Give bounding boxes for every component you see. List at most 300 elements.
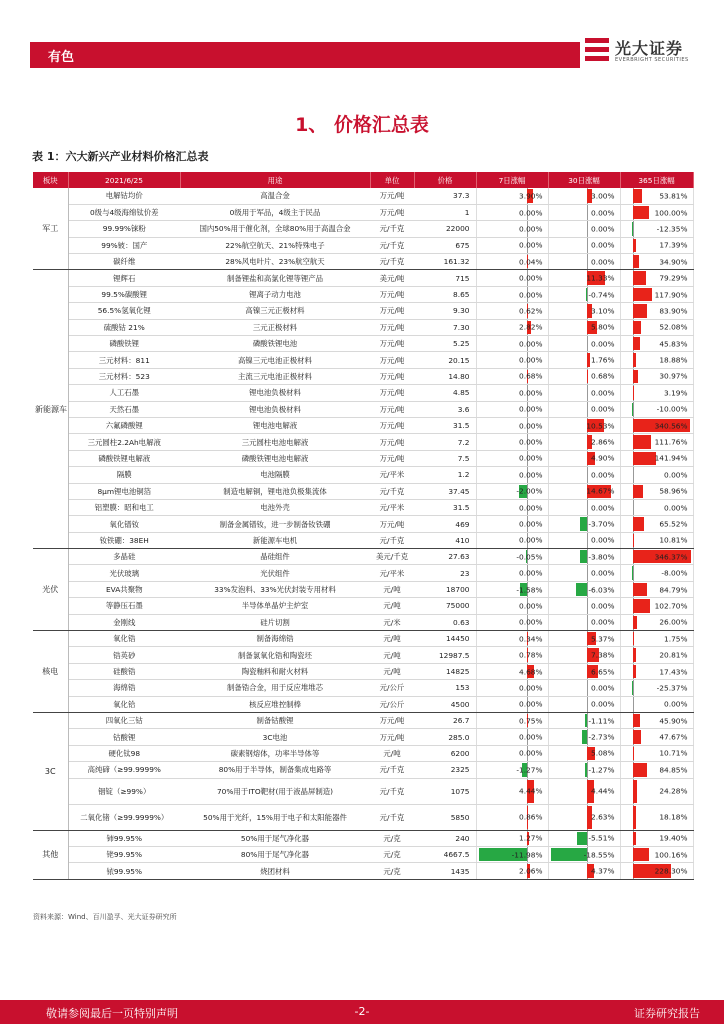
item-unit: 元/千克 [370, 483, 414, 499]
table-row [33, 319, 693, 335]
item-price: 31.5 [414, 417, 476, 433]
item-price: 37.45 [414, 483, 476, 499]
bar-chart-cell [479, 863, 546, 878]
table-row [33, 532, 693, 548]
table-row [33, 804, 693, 830]
change-cell [620, 614, 693, 630]
item-name: 人工石墨 [68, 385, 180, 401]
change-value: 0.34% [519, 634, 543, 644]
logo-mark-icon [585, 38, 609, 64]
change-value: 0.00% [591, 699, 615, 709]
change-cell [620, 846, 693, 862]
change-value: 100.16% [654, 850, 688, 860]
change-value: 0.00% [591, 568, 615, 578]
zero-axis [587, 336, 588, 351]
bar-chart-cell [479, 847, 546, 862]
bar-chart-cell [623, 320, 691, 335]
bar-chart-cell [479, 598, 546, 613]
change-value: 10.71% [659, 748, 688, 758]
change-cell [476, 237, 548, 253]
item-unit: 万元/吨 [370, 352, 414, 368]
table-row [33, 516, 693, 532]
change-cell [476, 581, 548, 597]
item-price: 26.7 [414, 713, 476, 729]
change-value: -5.51% [588, 833, 615, 843]
item-price: 3.6 [414, 401, 476, 417]
item-unit: 万元/吨 [370, 450, 414, 466]
bar-chart-cell [623, 565, 691, 580]
item-price: 161.32 [414, 254, 476, 270]
zero-axis [633, 221, 634, 236]
block-label: 光伏 [33, 549, 68, 631]
bar-chart-cell [551, 451, 618, 466]
bar-chart-cell [551, 582, 618, 597]
bar-chart-cell [479, 221, 546, 236]
change-cell [548, 270, 620, 286]
change-cell [548, 598, 620, 614]
item-name: 99%铍：国产 [68, 237, 180, 253]
change-value: 84.85% [659, 765, 688, 775]
positive-bar [633, 206, 650, 219]
bar-chart-cell [479, 254, 546, 269]
change-value: 0.00% [591, 339, 615, 349]
change-cell [620, 401, 693, 417]
change-cell [476, 204, 548, 220]
change-cell [548, 434, 620, 450]
bar-chart-cell [623, 500, 691, 515]
zero-axis [587, 221, 588, 236]
negative-bar [585, 714, 587, 727]
block-label: 新能源车 [33, 270, 68, 549]
item-use: 三元圆柱电池电解液 [180, 434, 370, 450]
col-header: 365日涨幅 [620, 172, 693, 188]
change-value: 10.81% [659, 535, 688, 545]
bar-chart-cell [623, 664, 691, 679]
zero-axis [633, 500, 634, 515]
item-use: 新能源车电机 [180, 532, 370, 548]
table-row [33, 286, 693, 302]
change-cell [476, 352, 548, 368]
positive-bar [633, 763, 647, 776]
item-unit: 美元/千克 [370, 549, 414, 565]
change-cell [620, 286, 693, 302]
item-unit: 元/米 [370, 614, 414, 630]
change-value: 0.00% [591, 535, 615, 545]
item-price: 4667.5 [414, 846, 476, 862]
item-use: 电池外壳 [180, 499, 370, 515]
change-value: 11.33% [586, 273, 615, 283]
item-name: 锂辉石 [68, 270, 180, 286]
change-cell [476, 254, 548, 270]
bar-chart-cell [551, 402, 618, 417]
item-price: 1435 [414, 863, 476, 879]
item-use: 锂电池负极材料 [180, 401, 370, 417]
item-price: 153 [414, 680, 476, 696]
item-use: 制备海绵锆 [180, 631, 370, 647]
item-unit: 美元/吨 [370, 270, 414, 286]
negative-bar [632, 566, 633, 579]
item-unit: 万元/吨 [370, 401, 414, 417]
item-use: 22%航空航天、21%特殊电子 [180, 237, 370, 253]
change-value: 7.38% [591, 650, 615, 660]
change-cell [476, 516, 548, 532]
item-price: 1075 [414, 778, 476, 804]
change-cell [548, 549, 620, 565]
bar-chart-cell [623, 631, 691, 646]
item-use: 碳素钢熔体，功率半导体等 [180, 745, 370, 761]
item-name: 铱99.95% [68, 863, 180, 879]
item-name: 硅酸锆 [68, 663, 180, 679]
positive-bar [633, 271, 646, 284]
change-cell [476, 598, 548, 614]
change-value: 34.90% [659, 257, 688, 267]
table-row [33, 221, 693, 237]
change-value: 0.00% [519, 748, 543, 758]
negative-bar [632, 681, 633, 694]
table-row [33, 680, 693, 696]
bar-chart-cell [479, 533, 546, 548]
item-use: 高镍三元正极材料 [180, 303, 370, 319]
change-cell [548, 581, 620, 597]
change-cell [620, 863, 693, 879]
item-price: 7.30 [414, 319, 476, 335]
change-value: -3.80% [588, 552, 615, 562]
table-row [33, 863, 693, 879]
item-unit: 元/千克 [370, 804, 414, 830]
item-use: 锂电池负极材料 [180, 385, 370, 401]
item-price: 5850 [414, 804, 476, 830]
item-price: 20.15 [414, 352, 476, 368]
item-use: 50%用于光纤，15%用于电子和太阳能器件 [180, 804, 370, 830]
section-label: 有色 [48, 50, 75, 65]
positive-bar [633, 239, 636, 252]
bar-chart-cell [623, 598, 691, 613]
item-name: 99.5%碳酸锂 [68, 286, 180, 302]
change-value: 18.18% [659, 812, 688, 822]
item-use: 0级用于军品，4级主于民品 [180, 204, 370, 220]
positive-bar [633, 288, 653, 301]
bar-chart-cell [479, 188, 546, 204]
table-row [33, 729, 693, 745]
item-use: 高镍三元电池正极材料 [180, 352, 370, 368]
bar-chart-cell [623, 418, 691, 433]
bar-chart-cell [623, 402, 691, 417]
change-cell [548, 762, 620, 778]
bar-chart-cell [551, 188, 618, 204]
bar-chart-cell [551, 565, 618, 580]
change-value: 102.70% [654, 601, 688, 611]
item-name: 氧化铪 [68, 696, 180, 712]
bar-chart-cell [479, 779, 546, 804]
change-cell [476, 483, 548, 499]
bar-chart-cell [479, 402, 546, 417]
item-unit: 万元/吨 [370, 188, 414, 204]
change-value: -1.11% [588, 716, 615, 726]
change-cell [476, 804, 548, 830]
change-cell [548, 696, 620, 712]
change-cell [476, 549, 548, 565]
bar-chart-cell [623, 729, 691, 744]
change-value: 0.00% [519, 503, 543, 513]
change-value: 0.75% [519, 716, 543, 726]
item-unit: 元/克 [370, 846, 414, 862]
change-cell [620, 830, 693, 846]
table-row [33, 385, 693, 401]
zero-axis [587, 565, 588, 580]
item-use: 33%发泡料、33%光伏封装专用材料 [180, 581, 370, 597]
change-value: 0.00% [519, 732, 543, 742]
positive-bar [633, 848, 650, 861]
positive-bar [633, 648, 636, 661]
bar-chart-cell [479, 582, 546, 597]
change-value: 0.04% [519, 257, 543, 267]
change-cell [476, 762, 548, 778]
item-price: 4.85 [414, 385, 476, 401]
bar-chart-cell [623, 336, 691, 351]
negative-bar [582, 730, 587, 743]
change-cell [476, 467, 548, 483]
positive-bar [633, 386, 634, 399]
bar-chart-cell [623, 516, 691, 531]
item-name: 多晶硅 [68, 549, 180, 565]
change-value: 0.00% [519, 240, 543, 250]
negative-bar [632, 222, 633, 235]
item-name: 铟锭（≥99%） [68, 778, 180, 804]
change-cell [476, 745, 548, 761]
change-value: 0.00% [519, 699, 543, 709]
bar-chart-cell [551, 484, 618, 499]
table-row [33, 417, 693, 433]
change-value: 340.56% [654, 421, 688, 431]
change-cell [548, 804, 620, 830]
change-value: 17.39% [659, 240, 688, 250]
change-cell [620, 729, 693, 745]
bar-chart-cell [551, 467, 618, 482]
bar-chart-cell [551, 615, 618, 630]
change-value: 0.00% [591, 683, 615, 693]
bar-chart-cell [551, 779, 618, 804]
change-cell [476, 830, 548, 846]
bar-chart-cell [623, 549, 691, 564]
block-label: 核电 [33, 631, 68, 713]
change-value: 0.00% [519, 535, 543, 545]
item-name: 隔膜 [68, 467, 180, 483]
change-value: 53.81% [659, 191, 688, 201]
change-cell [620, 385, 693, 401]
table-row [33, 352, 693, 368]
change-cell [620, 565, 693, 581]
table-row [33, 745, 693, 761]
item-name: 铑99.95% [68, 846, 180, 862]
change-cell [620, 319, 693, 335]
item-price: 5.25 [414, 336, 476, 352]
item-unit: 元/平米 [370, 467, 414, 483]
item-use: 制造电解铜，锂电池负极集流体 [180, 483, 370, 499]
change-value: 111.76% [654, 437, 688, 447]
bar-chart-cell [623, 303, 691, 318]
change-value: 100.00% [654, 208, 688, 218]
item-price: 22000 [414, 221, 476, 237]
item-name: 海绵锆 [68, 680, 180, 696]
change-value: 45.83% [659, 339, 688, 349]
item-price: 75000 [414, 598, 476, 614]
bar-chart-cell [479, 729, 546, 744]
change-value: 52.08% [659, 322, 688, 332]
bar-chart-cell [479, 500, 546, 515]
item-use: 80%用于半导体，制备集成电路等 [180, 762, 370, 778]
block-label: 其他 [33, 830, 68, 879]
positive-bar [633, 255, 639, 268]
change-cell [620, 598, 693, 614]
change-value: 0.00% [519, 339, 543, 349]
change-value: 0.00% [519, 470, 543, 480]
positive-bar [587, 370, 588, 383]
change-value: 79.29% [659, 273, 688, 283]
change-value: 0.00% [519, 453, 543, 463]
item-name: 99.99%铼粉 [68, 221, 180, 237]
change-value: 0.00% [664, 470, 688, 480]
change-cell [620, 483, 693, 499]
bar-chart-cell [623, 270, 691, 285]
item-price: 4500 [414, 696, 476, 712]
bar-chart-cell [623, 680, 691, 695]
bar-chart-cell [623, 385, 691, 400]
change-cell [476, 778, 548, 804]
item-price: 14825 [414, 663, 476, 679]
change-value: 0.00% [519, 224, 543, 234]
positive-bar [633, 485, 643, 498]
item-price: 8.65 [414, 286, 476, 302]
change-value: 0.00% [591, 257, 615, 267]
header-bar [30, 42, 580, 68]
item-name: 碳纤维 [68, 254, 180, 270]
change-value: 0.00% [519, 683, 543, 693]
bar-chart-cell [479, 434, 546, 449]
bar-chart-cell [623, 221, 691, 236]
change-value: 0.00% [664, 699, 688, 709]
item-use: 制备锆合金，用于反应堆堆芯 [180, 680, 370, 696]
item-name: 三元材料：811 [68, 352, 180, 368]
bar-chart-cell [623, 188, 691, 204]
change-value: 0.00% [519, 519, 543, 529]
item-unit: 元/平米 [370, 499, 414, 515]
change-cell [620, 237, 693, 253]
change-value: 0.68% [591, 371, 615, 381]
item-use: 磷酸铁锂电池电解液 [180, 450, 370, 466]
change-cell [476, 270, 548, 286]
positive-bar [633, 616, 637, 629]
change-cell [476, 188, 548, 204]
item-unit: 万元/吨 [370, 417, 414, 433]
table-row [33, 713, 693, 729]
change-value: 1.76% [591, 355, 615, 365]
change-value: 0.00% [519, 404, 543, 414]
change-cell [476, 532, 548, 548]
item-name: 金刚线 [68, 614, 180, 630]
block-label: 军工 [33, 188, 68, 270]
table-row [33, 549, 693, 565]
bar-chart-cell [623, 831, 691, 846]
change-value: 0.00% [591, 404, 615, 414]
change-cell [620, 270, 693, 286]
bar-chart-cell [479, 805, 546, 830]
bar-chart-cell [551, 697, 618, 712]
negative-bar [576, 583, 588, 596]
table-row [33, 483, 693, 499]
bar-chart-cell [479, 238, 546, 253]
bar-chart-cell [551, 549, 618, 564]
change-cell [476, 663, 548, 679]
item-price: 7.5 [414, 450, 476, 466]
change-cell [548, 565, 620, 581]
item-use: 50%用于尾气净化器 [180, 830, 370, 846]
change-value: 0.00% [519, 601, 543, 611]
zero-axis [633, 697, 634, 712]
negative-bar [551, 848, 587, 861]
change-cell [476, 450, 548, 466]
item-price: 12987.5 [414, 647, 476, 663]
change-value: 346.37% [654, 552, 688, 562]
change-cell [548, 467, 620, 483]
table-row [33, 663, 693, 679]
bar-chart-cell [551, 221, 618, 236]
change-cell [548, 204, 620, 220]
change-cell [548, 745, 620, 761]
item-name: 四氧化三钴 [68, 713, 180, 729]
table-row [33, 846, 693, 862]
item-price: 715 [414, 270, 476, 286]
item-use: 制备氯氧化锆和陶瓷坯 [180, 647, 370, 663]
bar-chart-cell [623, 863, 691, 878]
positive-bar [633, 780, 637, 803]
change-cell [548, 680, 620, 696]
item-name: 钕铁硼：38EH [68, 532, 180, 548]
change-cell [620, 680, 693, 696]
item-use: 国内50%用于催化剂，全球80%用于高温合金 [180, 221, 370, 237]
item-price: 240 [414, 830, 476, 846]
table-header-row [33, 172, 693, 188]
table-row [33, 303, 693, 319]
item-unit: 元/千克 [370, 237, 414, 253]
item-use: 主流三元电池正极材料 [180, 368, 370, 384]
change-cell [620, 663, 693, 679]
bar-chart-cell [551, 254, 618, 269]
change-cell [548, 778, 620, 804]
change-cell [620, 549, 693, 565]
item-price: 1.2 [414, 467, 476, 483]
table-row [33, 237, 693, 253]
item-unit: 元/公斤 [370, 696, 414, 712]
change-value: 141.94% [654, 453, 688, 463]
positive-bar [633, 832, 636, 845]
item-price: 14.80 [414, 368, 476, 384]
item-use: 3C电池 [180, 729, 370, 745]
bar-chart-cell [623, 697, 691, 712]
change-cell [620, 647, 693, 663]
change-value: -25.37% [656, 683, 688, 693]
change-value: -18.55% [583, 850, 615, 860]
change-value: 4.37% [591, 866, 615, 876]
change-value: 5.08% [591, 748, 615, 758]
bar-chart-cell [479, 205, 546, 220]
item-name: 钴酸锂 [68, 729, 180, 745]
table-row [33, 631, 693, 647]
zero-axis [633, 680, 634, 695]
change-cell [476, 631, 548, 647]
bar-chart-cell [551, 270, 618, 285]
item-use: 制备锂盐和高氯化锂等锂产品 [180, 270, 370, 286]
change-value: 0.00% [519, 273, 543, 283]
